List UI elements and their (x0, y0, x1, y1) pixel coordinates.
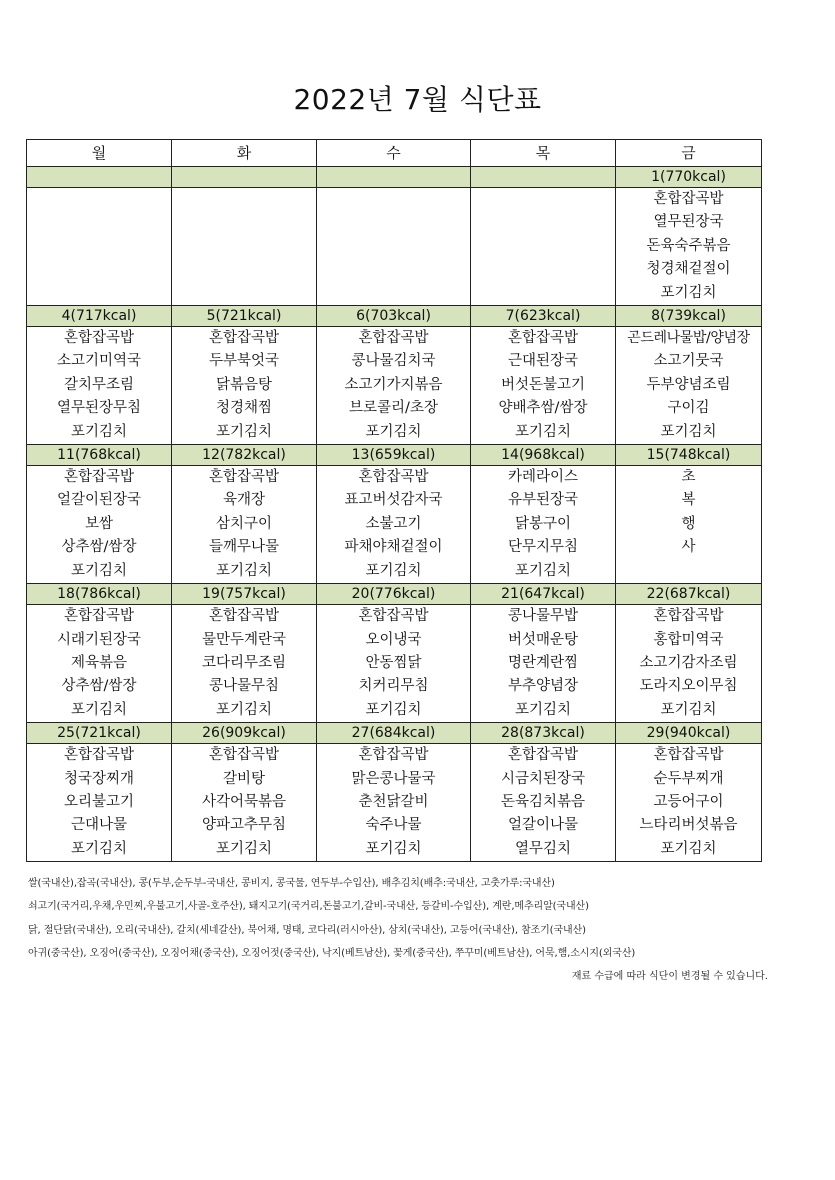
menu-item: 닭봉구이 (514, 515, 572, 532)
menu-cell (616, 744, 762, 862)
menu-item: 포기김치 (70, 840, 128, 857)
date-kcal-cell: 8(739kcal) (616, 306, 762, 327)
menu-item: 상추쌈/쌈장 (61, 678, 137, 695)
menu-item: 시금치된장국 (500, 770, 586, 787)
date-row (27, 445, 762, 466)
menu-item: 단무지무침 (507, 539, 579, 556)
menu-item: 근대나물 (70, 817, 128, 834)
date-kcal-cell: 21(647kcal) (471, 584, 616, 605)
weekday-header-row (27, 140, 762, 167)
menu-item: 소고기감자조림 (639, 654, 738, 671)
menu-item: 유부된장국 (507, 492, 579, 509)
weekday-header-wed: 수 (317, 140, 471, 167)
menu-item: 얼갈이된장국 (56, 492, 142, 509)
menu-item: 두부북엇국 (208, 353, 280, 370)
menu-item: 포기김치 (365, 562, 422, 579)
menu-item: 소고기미역국 (56, 353, 142, 370)
menu-item: 맑은콩나물국 (351, 770, 436, 787)
menu-item: 근대된장국 (507, 353, 579, 370)
menu-item: 포기김치 (660, 701, 717, 718)
menu-item: 포기김치 (514, 562, 572, 579)
weekday-header-fri: 금 (616, 140, 762, 167)
menu-item: 포기김치 (215, 423, 273, 440)
menu-item: 혼합잡곡밥 (63, 608, 135, 625)
menu-item: 버섯매운탕 (507, 631, 579, 648)
menu-item: 명란계란찜 (507, 654, 579, 671)
menu-cell (317, 188, 471, 306)
menu-item: 상추쌈/쌈장 (61, 539, 137, 556)
menu-item: 포기김치 (365, 840, 422, 857)
menu-item: 청경채겉절이 (646, 261, 731, 278)
menu-item: 혼합잡곡밥 (653, 747, 724, 764)
menu-item: 치커리무침 (358, 678, 429, 695)
menu-item: 갈비탕 (222, 770, 266, 787)
origin-note-line: 닭, 절단닭(국내산), 오리(국내산), 갈치(세네갈산), 북어채, 명태, 코다리(러시아산), 삼치(국내산), 고등어(국내산), 참조기(국내산) (28, 925, 586, 936)
date-row (27, 723, 762, 744)
menu-item: 버섯돈불고기 (500, 376, 586, 393)
menu-item: 고등어구이 (653, 793, 724, 810)
menu-item: 혼합잡곡밥 (358, 608, 429, 625)
date-kcal-cell: 4(717kcal) (27, 306, 172, 327)
menu-item: 양파고추무침 (201, 817, 287, 834)
menu-item: 사 (681, 539, 696, 556)
date-kcal-cell: 26(909kcal) (172, 723, 317, 744)
menu-item: 혼합잡곡밥 (63, 330, 135, 347)
date-kcal-cell: 6(703kcal) (317, 306, 471, 327)
menu-item: 포기김치 (215, 701, 273, 718)
weekday-header-mon: 월 (27, 140, 172, 167)
date-kcal-cell: 7(623kcal) (471, 306, 616, 327)
menu-item: 소고기가지볶음 (344, 376, 443, 393)
menu-item: 포기김치 (514, 701, 572, 718)
menu-cell (616, 605, 762, 723)
menu-cell (172, 744, 317, 862)
menu-item: 혼합잡곡밥 (208, 608, 280, 625)
menu-item: 갈치무조림 (63, 376, 135, 393)
menu-item: 포기김치 (660, 284, 717, 301)
date-kcal-cell: 13(659kcal) (317, 445, 471, 466)
menu-item: 코다리무조림 (201, 654, 287, 671)
menu-item: 돈육김치볶음 (500, 793, 586, 810)
date-kcal-cell: 5(721kcal) (172, 306, 317, 327)
date-kcal-cell: 12(782kcal) (172, 445, 317, 466)
date-kcal-cell: 29(940kcal) (616, 723, 762, 744)
menu-item: 혼합잡곡밥 (358, 330, 429, 347)
menu-cell (471, 466, 616, 584)
menu-item: 포기김치 (365, 701, 422, 718)
menu-item: 육개장 (222, 492, 266, 509)
page-title: 2022년 7월 식단표 (293, 83, 542, 116)
origin-note-line: 쇠고기(국거리,우채,우민찌,우불고기,사골-호주산), 돼지고기(국거리,돈불고기,갈비-국내산, 등갈비-수입산), 계란,메추리알(국내산) (28, 901, 589, 912)
menu-cell (471, 744, 616, 862)
date-kcal-cell: 14(968kcal) (471, 445, 616, 466)
menu-item: 순두부찌개 (653, 770, 724, 787)
menu-item: 사각어묵볶음 (201, 793, 287, 810)
menu-item: 돈육숙주볶음 (646, 237, 731, 254)
menu-item: 소불고기 (365, 515, 422, 532)
origin-note-line: 쌀(국내산),잡곡(국내산), 콩(두부,순두부-국내산, 콩비지, 콩국물, 연두부-수입산), 배추김치(배추:국내산, 고춧가루:국내산) (28, 878, 555, 889)
menu-cell (172, 605, 317, 723)
date-kcal-cell: 25(721kcal) (27, 723, 172, 744)
date-kcal-cell: 1(770kcal) (616, 167, 762, 188)
menu-item: 콩나물무밥 (507, 608, 579, 625)
date-kcal-cell: 20(776kcal) (317, 584, 471, 605)
menu-item: 포기김치 (660, 840, 717, 857)
weekday-header-thu: 목 (471, 140, 616, 167)
menu-item: 혼합잡곡밥 (208, 469, 280, 486)
menu-item: 삼치구이 (215, 515, 273, 532)
menu-cell (172, 466, 317, 584)
menu-cell (616, 466, 762, 584)
menu-item: 혼합잡곡밥 (208, 330, 280, 347)
menu-item: 느타리버섯볶음 (639, 817, 738, 834)
menu-item: 혼합잡곡밥 (507, 747, 579, 764)
menu-item: 포기김치 (365, 423, 422, 440)
menu-cell (471, 605, 616, 723)
menu-item: 포기김치 (70, 562, 128, 579)
menu-item: 홍합미역국 (653, 631, 724, 648)
date-row (27, 584, 762, 605)
menu-item: 포기김치 (215, 840, 273, 857)
menu-cell (172, 327, 317, 445)
date-kcal-cell (471, 167, 616, 188)
menu-item: 양배추쌈/쌈장 (498, 400, 588, 417)
menu-cell (317, 744, 471, 862)
menu-cell (317, 327, 471, 445)
date-kcal-cell (317, 167, 471, 188)
menu-cell (27, 188, 172, 306)
menu-item: 혼합잡곡밥 (208, 747, 280, 764)
menu-cell (616, 327, 762, 445)
menu-item: 부추양념장 (507, 678, 579, 695)
menu-item: 보쌈 (84, 515, 113, 532)
origin-note-line: 아귀(중국산), 오징어(중국산), 오징어채(중국산), 오징어젓(중국산), 낙지(베트남산), 꽃게(중국산), 쭈꾸미(베트남산), 어묵,햄,소시지(외국산) (28, 948, 636, 959)
menu-item: 포기김치 (70, 701, 128, 718)
date-kcal-cell: 11(768kcal) (27, 445, 172, 466)
menu-cell (471, 327, 616, 445)
menu-item: 콩나물무침 (208, 678, 280, 695)
menu-item: 안동찜닭 (365, 654, 422, 671)
menu-item: 제육볶음 (70, 654, 128, 671)
menu-cell (471, 188, 616, 306)
menu-cell (27, 744, 172, 862)
menu-item: 열무김치 (514, 840, 572, 857)
menu-item: 오이냉국 (365, 631, 422, 648)
menu-cell (172, 188, 317, 306)
meal-calendar-table (26, 139, 762, 862)
menu-row (27, 466, 762, 584)
menu-change-notice: 재료 수급에 따라 식단이 변경될 수 있습니다. (571, 971, 768, 982)
menu-cell (27, 327, 172, 445)
menu-row (27, 188, 762, 306)
menu-item: 포기김치 (215, 562, 273, 579)
menu-item: 브로콜리/초장 (349, 400, 438, 417)
menu-item: 혼합잡곡밥 (63, 469, 135, 486)
weekday-header-tue: 화 (172, 140, 317, 167)
menu-item: 춘천닭갈비 (358, 793, 429, 810)
menu-item: 초 (681, 469, 696, 486)
date-kcal-cell (27, 167, 172, 188)
menu-item: 곤드레나물밥/양념장 (627, 330, 750, 347)
menu-item: 콩나물김치국 (351, 353, 436, 370)
menu-item: 혼합잡곡밥 (63, 747, 135, 764)
menu-item: 두부양념조림 (646, 376, 731, 393)
menu-item: 얼갈이나물 (507, 817, 579, 834)
menu-item: 복 (681, 492, 696, 509)
menu-item: 행 (681, 515, 696, 532)
menu-cell (317, 466, 471, 584)
menu-item: 열무된장무침 (56, 400, 142, 417)
menu-cell (616, 188, 762, 306)
menu-item: 열무된장국 (653, 214, 724, 231)
menu-item: 오리불고기 (63, 793, 135, 810)
menu-row (27, 327, 762, 445)
menu-item: 혼합잡곡밥 (653, 608, 724, 625)
menu-item: 숙주나물 (365, 817, 422, 834)
menu-item: 구이김 (667, 400, 710, 417)
menu-cell (27, 466, 172, 584)
date-row (27, 306, 762, 327)
menu-item: 포기김치 (70, 423, 128, 440)
menu-item: 표고버섯감자국 (344, 492, 443, 509)
menu-item: 청경채찜 (215, 400, 273, 417)
date-kcal-cell (172, 167, 317, 188)
date-kcal-cell: 19(757kcal) (172, 584, 317, 605)
menu-item: 포기김치 (514, 423, 572, 440)
menu-item: 닭볶음탕 (215, 376, 273, 393)
menu-item: 소고기뭇국 (653, 353, 724, 370)
menu-cell (317, 605, 471, 723)
menu-row (27, 744, 762, 862)
menu-item: 시래기된장국 (56, 631, 142, 648)
menu-row (27, 605, 762, 723)
menu-item: 들깨무나물 (208, 539, 280, 556)
menu-item: 도라지오이무침 (639, 678, 738, 695)
date-kcal-cell: 15(748kcal) (616, 445, 762, 466)
menu-item: 혼합잡곡밥 (507, 330, 579, 347)
menu-item: 혼합잡곡밥 (653, 191, 724, 207)
menu-item: 카레라이스 (507, 469, 579, 486)
menu-cell (27, 605, 172, 723)
date-kcal-cell: 27(684kcal) (317, 723, 471, 744)
date-kcal-cell: 22(687kcal) (616, 584, 762, 605)
date-kcal-cell: 28(873kcal) (471, 723, 616, 744)
menu-item: 청국장찌개 (63, 770, 135, 787)
menu-item: 파채야채겉절이 (344, 539, 443, 556)
date-kcal-cell: 18(786kcal) (27, 584, 172, 605)
menu-item: 물만두계란국 (201, 631, 287, 648)
menu-item: 포기김치 (660, 423, 717, 440)
menu-item: 혼합잡곡밥 (358, 747, 429, 764)
menu-item: 혼합잡곡밥 (358, 469, 429, 486)
date-row (27, 167, 762, 188)
